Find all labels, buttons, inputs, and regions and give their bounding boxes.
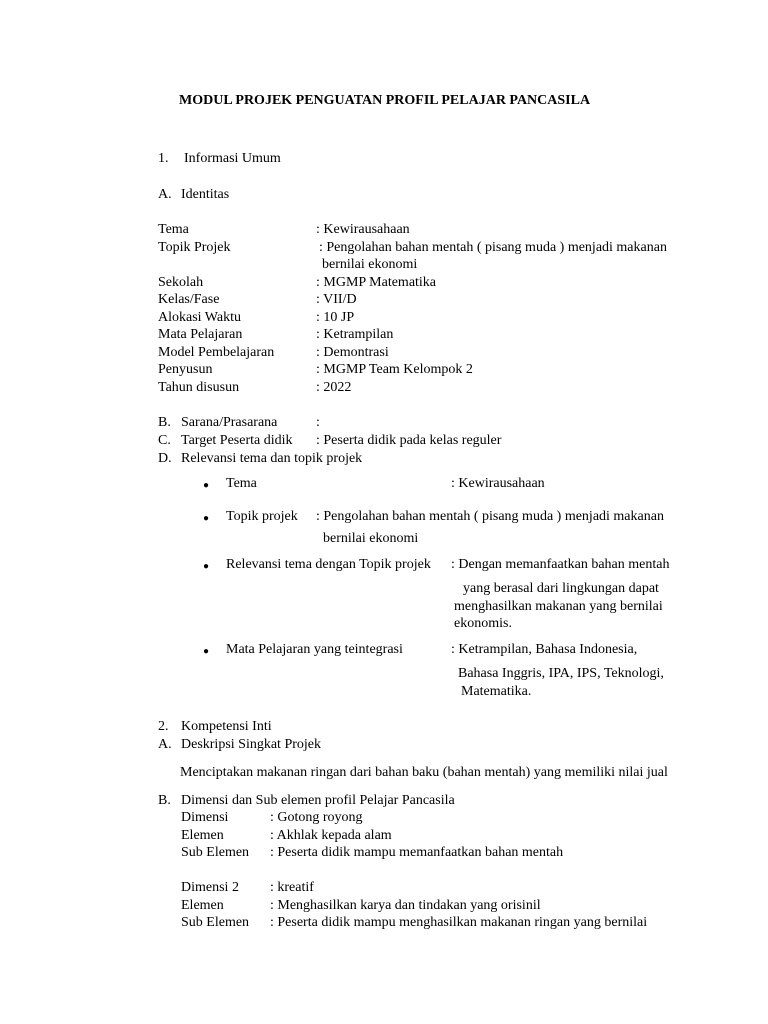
- section-1-label: Informasi Umum: [184, 151, 281, 166]
- dimensi-heading-label: Dimensi dan Sub elemen profil Pelajar Pancasila: [181, 793, 455, 808]
- rel-relevansi-cont-1: yang berasal dari lingkungan dapat: [463, 581, 659, 596]
- rel-tema-label: Tema: [226, 476, 257, 491]
- info-value-topik-cont: bernilai ekonomi: [322, 257, 418, 272]
- info-value-tahun: : 2022: [316, 380, 352, 395]
- relevansi-label: Relevansi tema dan topik projek: [181, 451, 363, 466]
- rel-mapel-label: Mata Pelajaran yang teintegrasi: [226, 642, 403, 657]
- info-value-tema: : Kewirausahaan: [316, 222, 410, 237]
- bullet-icon: ●: [203, 480, 210, 491]
- subelemen2-value: : Peserta didik mampu menghasilkan makanan ringan yang bernilai: [270, 915, 648, 930]
- rel-relevansi-label: Relevansi tema dengan Topik projek: [226, 557, 431, 572]
- rel-topik-value: : Pengolahan bahan mentah ( pisang muda ) menjadi makanan: [316, 509, 664, 524]
- rel-topik-value-cont: bernilai ekonomi: [323, 531, 419, 546]
- deskripsi-label: Deskripsi Singkat Projek: [181, 737, 321, 752]
- elemen2-label: Elemen: [181, 898, 224, 913]
- info-value-mapel: : Ketrampilan: [316, 327, 394, 342]
- rel-relevansi-cont-2: menghasilkan makanan yang bernilai: [454, 599, 663, 614]
- bullet-icon: ●: [203, 561, 210, 572]
- section-2-label: Kompetensi Inti: [181, 719, 272, 734]
- target-label: Target Peserta didik: [181, 433, 293, 448]
- bullet-icon: ●: [203, 513, 210, 524]
- elemen2-value: : Menghasilkan karya dan tindakan yang orisinil: [270, 898, 541, 913]
- identitas-letter: A.: [158, 187, 172, 202]
- document-title: MODUL PROJEK PENGUATAN PROFIL PELAJAR PANCASILA: [179, 93, 591, 108]
- info-label-alokasi: Alokasi Waktu: [158, 310, 241, 325]
- dimensi2-label: Dimensi 2: [181, 880, 239, 895]
- rel-tema-value: : Kewirausahaan: [451, 476, 545, 491]
- rel-mapel-cont-2: Matematika.: [461, 684, 532, 699]
- rel-mapel-value: : Ketrampilan, Bahasa Indonesia,: [451, 642, 638, 657]
- rel-topik-label: Topik projek: [226, 509, 298, 524]
- identitas-label: Identitas: [181, 187, 230, 202]
- subelemen1-label: Sub Elemen: [181, 845, 250, 860]
- info-label-tema: Tema: [158, 222, 189, 237]
- bullet-icon: ●: [203, 646, 210, 657]
- info-value-sekolah: : MGMP Matematika: [316, 275, 437, 290]
- dimensi1-label: Dimensi: [181, 810, 229, 825]
- elemen1-value: : Akhlak kepada alam: [270, 828, 392, 843]
- subelemen2-label: Sub Elemen: [181, 915, 250, 930]
- info-label-topik: Topik Projek: [158, 240, 231, 255]
- target-value: : Peserta didik pada kelas reguler: [316, 433, 502, 448]
- info-label-tahun: Tahun disusun: [158, 380, 240, 395]
- target-letter: C.: [158, 433, 171, 448]
- info-label-model: Model Pembelajaran: [158, 345, 275, 360]
- dimensi2-value: : kreatif: [270, 880, 314, 895]
- info-value-kelas: : VII/D: [316, 292, 357, 307]
- info-label-penyusun: Penyusun: [158, 362, 213, 377]
- section-1-number: 1.: [158, 151, 169, 166]
- subelemen1-value: : Peserta didik mampu memanfaatkan bahan mentah: [270, 845, 564, 860]
- sarana-value: :: [316, 415, 320, 430]
- rel-relevansi-cont-3: ekonomis.: [454, 616, 512, 631]
- elemen1-label: Elemen: [181, 828, 224, 843]
- dimensi-heading-letter: B.: [158, 793, 171, 808]
- info-label-mapel: Mata Pelajaran: [158, 327, 243, 342]
- deskripsi-letter: A.: [158, 737, 172, 752]
- section-2-number: 2.: [158, 719, 169, 734]
- relevansi-letter: D.: [158, 451, 172, 466]
- info-label-kelas: Kelas/Fase: [158, 292, 220, 307]
- rel-relevansi-value: : Dengan memanfaatkan bahan mentah: [451, 557, 670, 572]
- info-value-model: : Demontrasi: [316, 345, 389, 360]
- sarana-label: Sarana/Prasarana: [181, 415, 278, 430]
- info-value-penyusun: : MGMP Team Kelompok 2: [316, 362, 473, 377]
- deskripsi-text: Menciptakan makanan ringan dari bahan baku (bahan mentah) yang memiliki nilai jual: [180, 765, 668, 780]
- info-value-alokasi: : 10 JP: [316, 310, 355, 325]
- info-value-topik: : Pengolahan bahan mentah ( pisang muda ) menjadi makanan: [319, 240, 667, 255]
- dimensi1-value: : Gotong royong: [270, 810, 363, 825]
- info-label-sekolah: Sekolah: [158, 275, 204, 290]
- rel-mapel-cont-1: Bahasa Inggris, IPA, IPS, Teknologi,: [458, 666, 664, 681]
- sarana-letter: B.: [158, 415, 171, 430]
